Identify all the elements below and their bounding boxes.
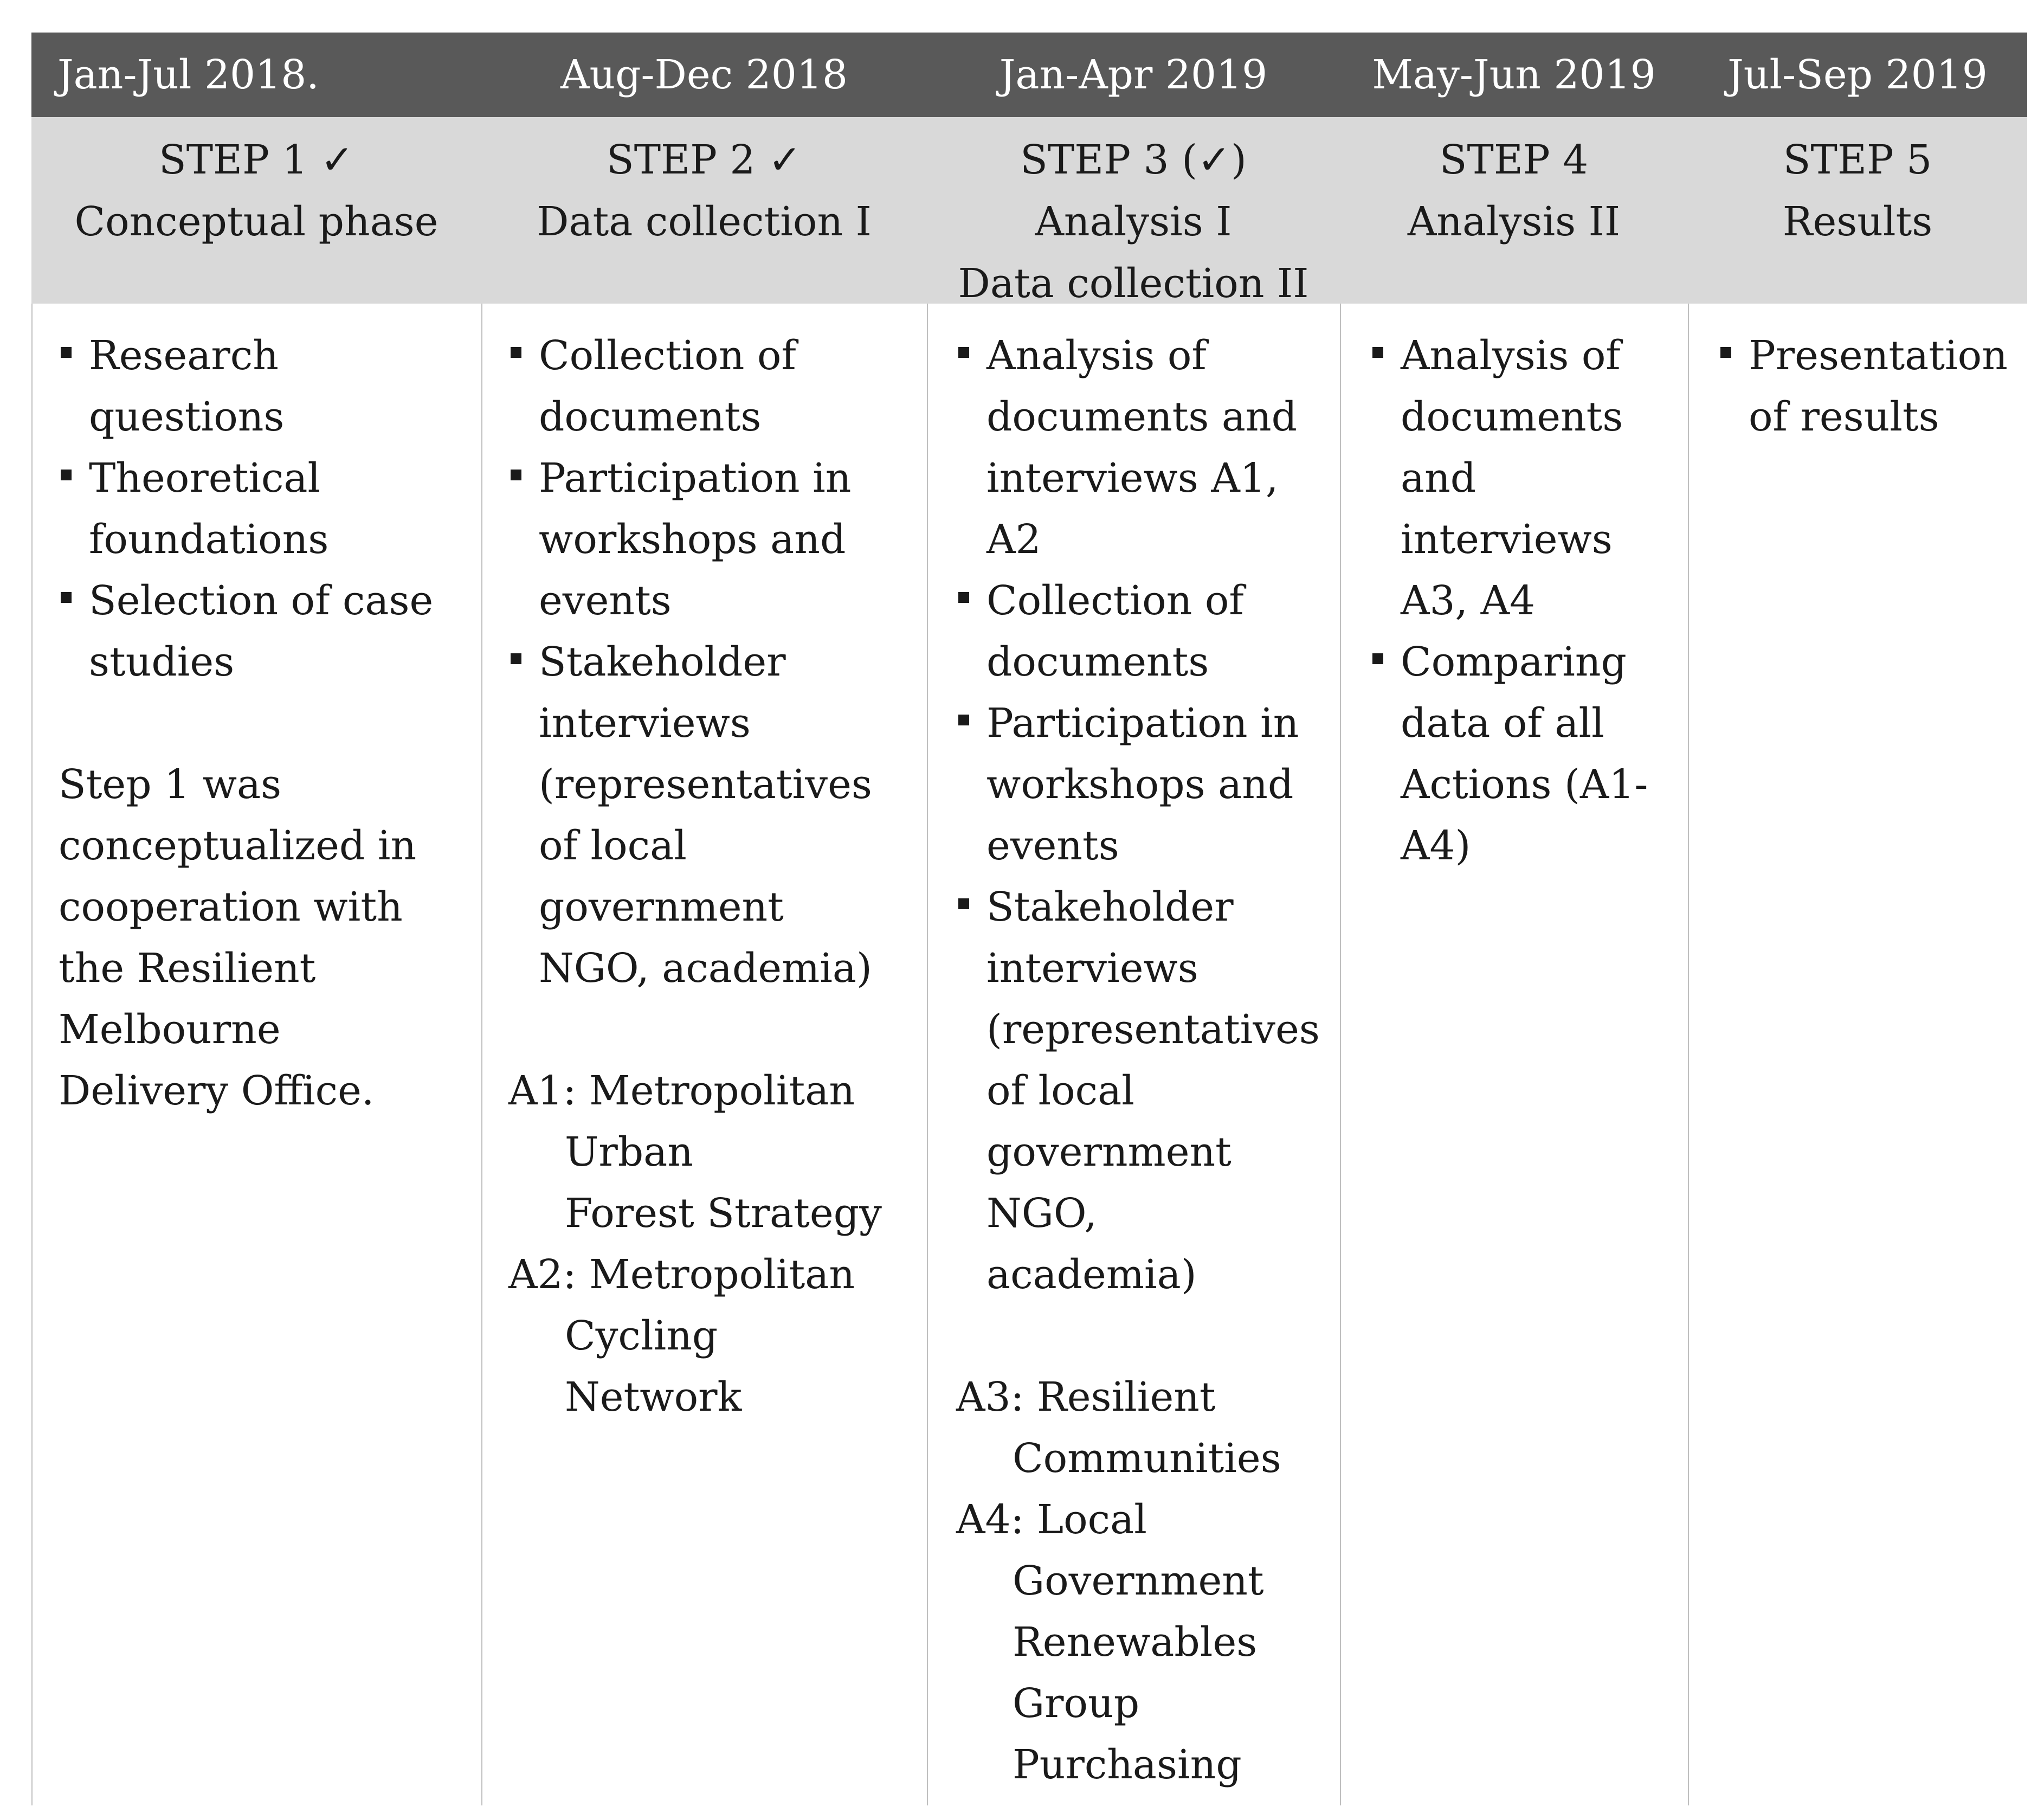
step-2-actions — [508, 1060, 920, 1428]
step-2-content — [508, 325, 920, 1428]
list-item: Collection of documents — [508, 325, 920, 448]
list-item: Participation in workshops and events — [956, 693, 1336, 877]
step-1-subtitle: Conceptual phase — [74, 198, 439, 245]
list-item: Theoretical foundations — [59, 448, 470, 570]
square-bullet-icon — [1720, 347, 1731, 358]
square-bullet-icon — [511, 347, 521, 358]
square-bullet-icon — [958, 898, 969, 909]
action-a3: A3: Resilient Communities — [956, 1374, 1281, 1482]
step-5-subtitle: Results — [1782, 198, 1933, 245]
square-bullet-icon — [61, 347, 72, 358]
step-2-bullet-list — [508, 325, 920, 999]
period-header-1: Jan-Jul 2018. — [57, 52, 319, 98]
step-4-subtitle: Analysis II — [1407, 198, 1621, 245]
list-item: Analysis of documents and interviews A1, A2 — [956, 325, 1336, 570]
list-item: Stakeholder interviews (representatives of local government NGO, academia) — [956, 877, 1336, 1306]
action-a4: A4: Local Government Renewables Group Purchasing — [956, 1496, 1264, 1788]
square-bullet-icon — [61, 470, 72, 480]
action-a2: A2: Metropolitan Cycling Network — [508, 1251, 855, 1420]
square-bullet-icon — [958, 592, 969, 603]
square-bullet-icon — [1372, 347, 1383, 358]
list-item: Comparing data of all Actions (A1- A4) — [1370, 632, 1685, 877]
step-1-header — [31, 129, 481, 253]
step-4-title: STEP 4 — [1439, 137, 1589, 183]
content-row — [31, 304, 2027, 1805]
list-item: Participation in workshops and events — [508, 448, 920, 632]
step-1-content — [59, 325, 470, 1122]
step-3-subtitle-2: Data collection II — [958, 260, 1309, 307]
list-item: Analysis of documents and interviews A3, A4 — [1370, 325, 1685, 632]
list-item: Selection of case studies — [59, 570, 470, 693]
square-bullet-icon — [511, 470, 521, 480]
period-header-2: Aug-Dec 2018 — [560, 52, 848, 98]
step-3-title: STEP 3 (✓) — [1020, 137, 1247, 183]
step-5-bullet-list — [1718, 325, 2025, 448]
step-3-subtitle: Analysis I — [1035, 198, 1232, 245]
step-3-header — [927, 129, 1340, 314]
list-item: Presentation of results — [1718, 325, 2025, 448]
step-4-content — [1370, 325, 1685, 877]
step-5-content — [1718, 325, 2025, 448]
period-header-row — [31, 33, 2027, 117]
step-5-header — [1688, 129, 2027, 253]
step-1-title: STEP 1 ✓ — [159, 137, 354, 183]
square-bullet-icon — [958, 347, 969, 358]
action-a1: A1: Metropolitan Urban Forest Strategy — [508, 1068, 882, 1237]
timeline-table — [31, 33, 2027, 1805]
step-3-bullet-list — [956, 325, 1336, 1306]
step-1-note: Step 1 was conceptualized in cooperation with the Resilient Melbourne Delivery Office. — [59, 761, 417, 1114]
step-header-row — [31, 117, 2027, 307]
step-2-title: STEP 2 ✓ — [607, 137, 802, 183]
step-3-actions — [956, 1367, 1336, 1796]
step-2-header — [481, 129, 927, 253]
square-bullet-icon — [958, 715, 969, 725]
step-2-subtitle: Data collection I — [537, 198, 872, 245]
step-4-bullet-list — [1370, 325, 1685, 877]
period-header-5: Jul-Sep 2019 — [1727, 52, 1988, 98]
step-5-title: STEP 5 — [1783, 137, 1932, 183]
list-item: Research questions — [59, 325, 470, 448]
step-3-content — [956, 325, 1336, 1796]
step-4-header — [1340, 129, 1688, 253]
square-bullet-icon — [511, 653, 521, 664]
step-1-bullet-list — [59, 325, 470, 693]
list-item: Collection of documents — [956, 570, 1336, 693]
square-bullet-icon — [61, 592, 72, 603]
period-header-3: Jan-Apr 2019 — [999, 52, 1268, 98]
period-header-4: May-Jun 2019 — [1372, 52, 1656, 98]
square-bullet-icon — [1372, 653, 1383, 664]
list-item: Stakeholder interviews (representatives of local government NGO, academia) — [508, 632, 920, 999]
